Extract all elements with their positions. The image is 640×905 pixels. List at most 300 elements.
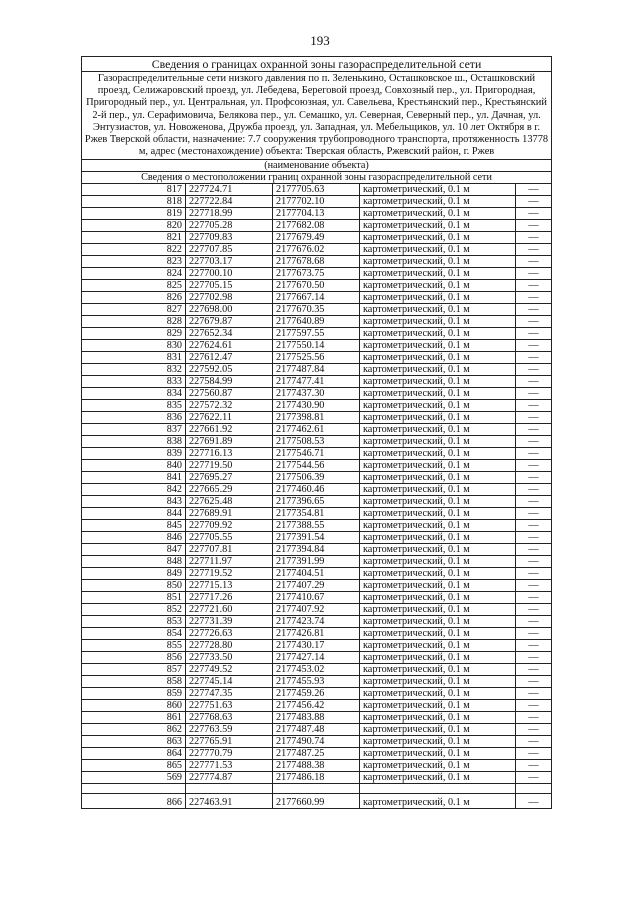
x-coordinate-cell: 227612.47 — [186, 352, 273, 364]
point-number-cell: 852 — [82, 604, 186, 616]
description-dash-cell: — — [516, 364, 552, 376]
y-coordinate-cell: 2177391.99 — [273, 556, 360, 568]
description-dash-cell: — — [516, 640, 552, 652]
table-row — [82, 508, 552, 520]
description-dash-cell: — — [516, 424, 552, 436]
y-coordinate-cell: 2177640.89 — [273, 316, 360, 328]
x-coordinate-cell: 227770.79 — [186, 748, 273, 760]
x-coordinate-cell: 227625.48 — [186, 496, 273, 508]
description-dash-cell: — — [516, 532, 552, 544]
method-cell: картометрический, 0.1 м — [360, 412, 516, 424]
point-number-cell: 830 — [82, 340, 186, 352]
method-cell: картометрический, 0.1 м — [360, 484, 516, 496]
table-row — [82, 292, 552, 304]
method-cell: картометрический, 0.1 м — [360, 604, 516, 616]
table-row — [82, 340, 552, 352]
point-number-cell: 842 — [82, 484, 186, 496]
table-row — [82, 760, 552, 772]
x-coordinate-cell: 227622.11 — [186, 412, 273, 424]
table-title: Сведения о границах охранной зоны газораспределительной сети — [82, 57, 552, 72]
blank-cell — [360, 784, 516, 794]
y-coordinate-cell: 2177404.51 — [273, 568, 360, 580]
x-coordinate-cell: 227689.91 — [186, 508, 273, 520]
method-cell: картометрический, 0.1 м — [360, 520, 516, 532]
point-number-cell: 865 — [82, 760, 186, 772]
method-cell: картометрический, 0.1 м — [360, 388, 516, 400]
table-row — [82, 520, 552, 532]
table-row — [82, 652, 552, 664]
method-cell: картометрический, 0.1 м — [360, 280, 516, 292]
x-coordinate-cell: 227724.71 — [186, 184, 273, 196]
table-row — [82, 640, 552, 652]
point-number-cell: 847 — [82, 544, 186, 556]
description-dash-cell: — — [516, 304, 552, 316]
table-row — [82, 616, 552, 628]
table-row — [82, 208, 552, 220]
point-number-cell: 827 — [82, 304, 186, 316]
y-coordinate-cell: 2177682.08 — [273, 220, 360, 232]
x-coordinate-cell: 227763.59 — [186, 724, 273, 736]
point-number-cell: 861 — [82, 712, 186, 724]
table-row — [82, 772, 552, 784]
description-dash-cell: — — [516, 772, 552, 784]
description-dash-cell: — — [516, 544, 552, 556]
description-dash-cell: — — [516, 748, 552, 760]
object-description: Газораспределительные сети низкого давления по п. Зеленькино, Осташковское ш., Осташковский проезд, Селижаровский проезд, ул. Лебедева, Береговой проезд, Совхозный пер., ул. Пригородная, Пригородный пер., ул. Центральная, ул. Профсоюзная, ул. Савельева, Крестьянский пер., Крестьянский 2-й пер., ул. Серафимовича, Белякова пер., ул. Семашко, ул. Северная, Северный пер., ул. Дачная, ул. Энтузиастов, ул. Новоженова, Дружба проезд, ул. Западная, ул. Мебельщиков, ул. 10 лет Октября в г. Ржев Тверской области, назначение: 7.7 сооружения трубопроводного транспорта, протяженность 13778 м, адрес (местонахождение) объекта: Тверская область, Ржевский район, г. Ржев — [82, 72, 552, 160]
point-number-cell: 848 — [82, 556, 186, 568]
description-row — [82, 72, 552, 160]
x-coordinate-cell: 227624.61 — [186, 340, 273, 352]
x-coordinate-cell: 227572.32 — [186, 400, 273, 412]
y-coordinate-cell: 2177550.14 — [273, 340, 360, 352]
table-row — [82, 412, 552, 424]
point-number-cell: 855 — [82, 640, 186, 652]
table-row — [82, 688, 552, 700]
description-dash-cell: — — [516, 724, 552, 736]
method-cell: картометрический, 0.1 м — [360, 376, 516, 388]
method-cell: картометрический, 0.1 м — [360, 532, 516, 544]
table-row — [82, 304, 552, 316]
table-row — [82, 268, 552, 280]
description-dash-cell: — — [516, 256, 552, 268]
x-coordinate-cell: 227747.35 — [186, 688, 273, 700]
y-coordinate-cell: 2177430.90 — [273, 400, 360, 412]
description-dash-cell: — — [516, 316, 552, 328]
y-coordinate-cell: 2177678.68 — [273, 256, 360, 268]
method-cell: картометрический, 0.1 м — [360, 736, 516, 748]
method-cell: картометрический, 0.1 м — [360, 208, 516, 220]
description-dash-cell: — — [516, 592, 552, 604]
method-cell: картометрический, 0.1 м — [360, 712, 516, 724]
point-number-cell: 826 — [82, 292, 186, 304]
description-dash-cell: — — [516, 388, 552, 400]
method-cell: картометрический, 0.1 м — [360, 256, 516, 268]
x-coordinate-cell: 227768.63 — [186, 712, 273, 724]
table-row — [82, 376, 552, 388]
y-coordinate-cell: 2177456.42 — [273, 700, 360, 712]
method-cell: картометрический, 0.1 м — [360, 352, 516, 364]
blank-cell — [273, 784, 360, 794]
point-number-cell: 824 — [82, 268, 186, 280]
x-coordinate-cell: 227709.83 — [186, 232, 273, 244]
point-number-cell: 817 — [82, 184, 186, 196]
x-coordinate-cell: 227716.13 — [186, 448, 273, 460]
method-cell: картометрический, 0.1 м — [360, 268, 516, 280]
x-coordinate-cell: 227592.05 — [186, 364, 273, 376]
description-dash-cell: — — [516, 794, 552, 809]
y-coordinate-cell: 2177487.25 — [273, 748, 360, 760]
y-coordinate-cell: 2177705.63 — [273, 184, 360, 196]
x-coordinate-cell: 227707.81 — [186, 544, 273, 556]
point-number-cell: 854 — [82, 628, 186, 640]
method-cell: картометрический, 0.1 м — [360, 676, 516, 688]
description-dash-cell: — — [516, 184, 552, 196]
point-number-cell: 825 — [82, 280, 186, 292]
location-header-row — [82, 172, 552, 184]
description-dash-cell: — — [516, 676, 552, 688]
table-row — [82, 736, 552, 748]
method-cell: картометрический, 0.1 м — [360, 184, 516, 196]
description-dash-cell: — — [516, 628, 552, 640]
object-note-row — [82, 160, 552, 172]
x-coordinate-cell: 227463.91 — [186, 794, 273, 809]
method-cell: картометрический, 0.1 м — [360, 316, 516, 328]
table-row — [82, 352, 552, 364]
point-number-cell: 844 — [82, 508, 186, 520]
method-cell: картометрический, 0.1 м — [360, 748, 516, 760]
x-coordinate-cell: 227728.80 — [186, 640, 273, 652]
method-cell: картометрический, 0.1 м — [360, 220, 516, 232]
method-cell: картометрический, 0.1 м — [360, 328, 516, 340]
blank-cell — [186, 784, 273, 794]
blank-row — [82, 784, 552, 794]
point-number-cell: 838 — [82, 436, 186, 448]
x-coordinate-cell: 227722.84 — [186, 196, 273, 208]
y-coordinate-cell: 2177453.02 — [273, 664, 360, 676]
x-coordinate-cell: 227745.14 — [186, 676, 273, 688]
table-row — [82, 496, 552, 508]
y-coordinate-cell: 2177396.65 — [273, 496, 360, 508]
description-dash-cell: — — [516, 688, 552, 700]
x-coordinate-cell: 227707.85 — [186, 244, 273, 256]
description-dash-cell: — — [516, 232, 552, 244]
description-dash-cell: — — [516, 352, 552, 364]
blank-cell — [516, 784, 552, 794]
table-row — [82, 532, 552, 544]
y-coordinate-cell: 2177660.99 — [273, 794, 360, 809]
point-number-cell: 837 — [82, 424, 186, 436]
point-number-cell: 862 — [82, 724, 186, 736]
y-coordinate-cell: 2177670.50 — [273, 280, 360, 292]
point-number-cell: 818 — [82, 196, 186, 208]
y-coordinate-cell: 2177455.93 — [273, 676, 360, 688]
method-cell: картометрический, 0.1 м — [360, 196, 516, 208]
method-cell: картометрический, 0.1 м — [360, 424, 516, 436]
location-header: Сведения о местоположении границ охранной зоны газораспределительной сети — [82, 172, 552, 184]
x-coordinate-cell: 227661.92 — [186, 424, 273, 436]
page-number: 193 — [310, 33, 330, 48]
description-dash-cell: — — [516, 616, 552, 628]
x-coordinate-cell: 227705.28 — [186, 220, 273, 232]
method-cell: картометрический, 0.1 м — [360, 664, 516, 676]
description-dash-cell: — — [516, 664, 552, 676]
description-dash-cell: — — [516, 196, 552, 208]
y-coordinate-cell: 2177673.75 — [273, 268, 360, 280]
description-dash-cell: — — [516, 340, 552, 352]
method-cell: картометрический, 0.1 м — [360, 448, 516, 460]
point-number-cell: 834 — [82, 388, 186, 400]
description-dash-cell: — — [516, 508, 552, 520]
x-coordinate-cell: 227731.39 — [186, 616, 273, 628]
description-dash-cell: — — [516, 736, 552, 748]
point-number-cell: 569 — [82, 772, 186, 784]
description-dash-cell: — — [516, 268, 552, 280]
x-coordinate-cell: 227702.98 — [186, 292, 273, 304]
table-row — [82, 628, 552, 640]
method-cell: картометрический, 0.1 м — [360, 640, 516, 652]
table-row — [82, 460, 552, 472]
description-dash-cell: — — [516, 376, 552, 388]
description-dash-cell: — — [516, 280, 552, 292]
method-cell: картометрический, 0.1 м — [360, 292, 516, 304]
method-cell: картометрический, 0.1 м — [360, 472, 516, 484]
x-coordinate-cell: 227718.99 — [186, 208, 273, 220]
point-number-cell: 835 — [82, 400, 186, 412]
y-coordinate-cell: 2177667.14 — [273, 292, 360, 304]
point-number-cell: 856 — [82, 652, 186, 664]
x-coordinate-cell: 227691.89 — [186, 436, 273, 448]
description-dash-cell: — — [516, 412, 552, 424]
point-number-cell: 858 — [82, 676, 186, 688]
x-coordinate-cell: 227695.27 — [186, 472, 273, 484]
point-number-cell: 839 — [82, 448, 186, 460]
table-row — [82, 794, 552, 809]
x-coordinate-cell: 227721.60 — [186, 604, 273, 616]
point-number-cell: 866 — [82, 794, 186, 809]
description-dash-cell: — — [516, 604, 552, 616]
table-row — [82, 424, 552, 436]
y-coordinate-cell: 2177410.67 — [273, 592, 360, 604]
method-cell: картометрический, 0.1 м — [360, 580, 516, 592]
table-row — [82, 580, 552, 592]
boundary-table — [81, 56, 552, 809]
method-cell: картометрический, 0.1 м — [360, 772, 516, 784]
x-coordinate-cell: 227719.50 — [186, 460, 273, 472]
table-row — [82, 256, 552, 268]
y-coordinate-cell: 2177704.13 — [273, 208, 360, 220]
table-row — [82, 556, 552, 568]
x-coordinate-cell: 227703.17 — [186, 256, 273, 268]
y-coordinate-cell: 2177426.81 — [273, 628, 360, 640]
table-row — [82, 544, 552, 556]
point-number-cell: 843 — [82, 496, 186, 508]
method-cell: картометрический, 0.1 м — [360, 568, 516, 580]
x-coordinate-cell: 227726.63 — [186, 628, 273, 640]
point-number-cell: 841 — [82, 472, 186, 484]
table-row — [82, 364, 552, 376]
point-number-cell: 836 — [82, 412, 186, 424]
y-coordinate-cell: 2177459.26 — [273, 688, 360, 700]
table-row — [82, 592, 552, 604]
description-dash-cell: — — [516, 712, 552, 724]
y-coordinate-cell: 2177525.56 — [273, 352, 360, 364]
blank-cell — [82, 784, 186, 794]
x-coordinate-cell: 227774.87 — [186, 772, 273, 784]
description-dash-cell: — — [516, 556, 552, 568]
description-dash-cell: — — [516, 328, 552, 340]
point-number-cell: 851 — [82, 592, 186, 604]
description-dash-cell: — — [516, 520, 552, 532]
method-cell: картометрический, 0.1 м — [360, 436, 516, 448]
table-row — [82, 400, 552, 412]
x-coordinate-cell: 227584.99 — [186, 376, 273, 388]
method-cell: картометрический, 0.1 м — [360, 794, 516, 809]
point-number-cell: 822 — [82, 244, 186, 256]
table-row — [82, 184, 552, 196]
x-coordinate-cell: 227751.63 — [186, 700, 273, 712]
table-row — [82, 196, 552, 208]
method-cell: картометрический, 0.1 м — [360, 556, 516, 568]
point-number-cell: 849 — [82, 568, 186, 580]
point-number-cell: 859 — [82, 688, 186, 700]
point-number-cell: 823 — [82, 256, 186, 268]
point-number-cell: 831 — [82, 352, 186, 364]
table-row — [82, 712, 552, 724]
point-number-cell: 864 — [82, 748, 186, 760]
table-row — [82, 436, 552, 448]
point-number-cell: 846 — [82, 532, 186, 544]
y-coordinate-cell: 2177391.54 — [273, 532, 360, 544]
method-cell: картометрический, 0.1 м — [360, 724, 516, 736]
method-cell: картометрический, 0.1 м — [360, 652, 516, 664]
method-cell: картометрический, 0.1 м — [360, 244, 516, 256]
y-coordinate-cell: 2177487.48 — [273, 724, 360, 736]
method-cell: картометрический, 0.1 м — [360, 400, 516, 412]
table-row — [82, 220, 552, 232]
description-dash-cell: — — [516, 460, 552, 472]
description-dash-cell: — — [516, 220, 552, 232]
point-number-cell: 832 — [82, 364, 186, 376]
point-number-cell: 820 — [82, 220, 186, 232]
x-coordinate-cell: 227765.91 — [186, 736, 273, 748]
y-coordinate-cell: 2177407.29 — [273, 580, 360, 592]
title-row — [82, 57, 552, 72]
description-dash-cell: — — [516, 580, 552, 592]
x-coordinate-cell: 227705.55 — [186, 532, 273, 544]
y-coordinate-cell: 2177702.10 — [273, 196, 360, 208]
description-dash-cell: — — [516, 568, 552, 580]
x-coordinate-cell: 227771.53 — [186, 760, 273, 772]
point-number-cell: 845 — [82, 520, 186, 532]
method-cell: картометрический, 0.1 м — [360, 364, 516, 376]
description-dash-cell: — — [516, 436, 552, 448]
method-cell: картометрический, 0.1 м — [360, 340, 516, 352]
y-coordinate-cell: 2177462.61 — [273, 424, 360, 436]
table-row — [82, 280, 552, 292]
y-coordinate-cell: 2177490.74 — [273, 736, 360, 748]
point-number-cell: 863 — [82, 736, 186, 748]
method-cell: картометрический, 0.1 м — [360, 460, 516, 472]
method-cell: картометрический, 0.1 м — [360, 496, 516, 508]
y-coordinate-cell: 2177437.30 — [273, 388, 360, 400]
y-coordinate-cell: 2177483.88 — [273, 712, 360, 724]
point-number-cell: 828 — [82, 316, 186, 328]
description-dash-cell: — — [516, 208, 552, 220]
y-coordinate-cell: 2177679.49 — [273, 232, 360, 244]
y-coordinate-cell: 2177546.71 — [273, 448, 360, 460]
method-cell: картометрический, 0.1 м — [360, 616, 516, 628]
table-row — [82, 232, 552, 244]
object-name-note: (наименование объекта) — [82, 160, 552, 172]
x-coordinate-cell: 227698.00 — [186, 304, 273, 316]
point-number-cell: 850 — [82, 580, 186, 592]
point-number-cell: 860 — [82, 700, 186, 712]
point-number-cell: 840 — [82, 460, 186, 472]
point-number-cell: 853 — [82, 616, 186, 628]
point-number-cell: 833 — [82, 376, 186, 388]
description-dash-cell: — — [516, 244, 552, 256]
y-coordinate-cell: 2177398.81 — [273, 412, 360, 424]
point-number-cell: 819 — [82, 208, 186, 220]
x-coordinate-cell: 227749.52 — [186, 664, 273, 676]
y-coordinate-cell: 2177597.55 — [273, 328, 360, 340]
x-coordinate-cell: 227709.92 — [186, 520, 273, 532]
description-dash-cell: — — [516, 700, 552, 712]
point-number-cell: 829 — [82, 328, 186, 340]
x-coordinate-cell: 227652.34 — [186, 328, 273, 340]
method-cell: картометрический, 0.1 м — [360, 628, 516, 640]
y-coordinate-cell: 2177460.46 — [273, 484, 360, 496]
x-coordinate-cell: 227715.13 — [186, 580, 273, 592]
x-coordinate-cell: 227679.87 — [186, 316, 273, 328]
y-coordinate-cell: 2177427.14 — [273, 652, 360, 664]
y-coordinate-cell: 2177354.81 — [273, 508, 360, 520]
table-row — [82, 328, 552, 340]
method-cell: картометрический, 0.1 м — [360, 232, 516, 244]
point-number-cell: 857 — [82, 664, 186, 676]
description-dash-cell: — — [516, 760, 552, 772]
table-row — [82, 448, 552, 460]
table-row — [82, 604, 552, 616]
table-row — [82, 700, 552, 712]
y-coordinate-cell: 2177544.56 — [273, 460, 360, 472]
x-coordinate-cell: 227705.15 — [186, 280, 273, 292]
y-coordinate-cell: 2177430.17 — [273, 640, 360, 652]
method-cell: картометрический, 0.1 м — [360, 688, 516, 700]
y-coordinate-cell: 2177506.39 — [273, 472, 360, 484]
y-coordinate-cell: 2177407.92 — [273, 604, 360, 616]
table-row — [82, 244, 552, 256]
x-coordinate-cell: 227700.10 — [186, 268, 273, 280]
description-dash-cell: — — [516, 472, 552, 484]
y-coordinate-cell: 2177508.53 — [273, 436, 360, 448]
table-row — [82, 676, 552, 688]
table-row — [82, 664, 552, 676]
y-coordinate-cell: 2177477.41 — [273, 376, 360, 388]
method-cell: картометрический, 0.1 м — [360, 760, 516, 772]
y-coordinate-cell: 2177670.35 — [273, 304, 360, 316]
y-coordinate-cell: 2177394.84 — [273, 544, 360, 556]
table-row — [82, 748, 552, 760]
y-coordinate-cell: 2177488.38 — [273, 760, 360, 772]
description-dash-cell: — — [516, 400, 552, 412]
point-number-cell: 821 — [82, 232, 186, 244]
x-coordinate-cell: 227665.29 — [186, 484, 273, 496]
table-row — [82, 388, 552, 400]
method-cell: картометрический, 0.1 м — [360, 700, 516, 712]
y-coordinate-cell: 2177388.55 — [273, 520, 360, 532]
x-coordinate-cell: 227733.50 — [186, 652, 273, 664]
